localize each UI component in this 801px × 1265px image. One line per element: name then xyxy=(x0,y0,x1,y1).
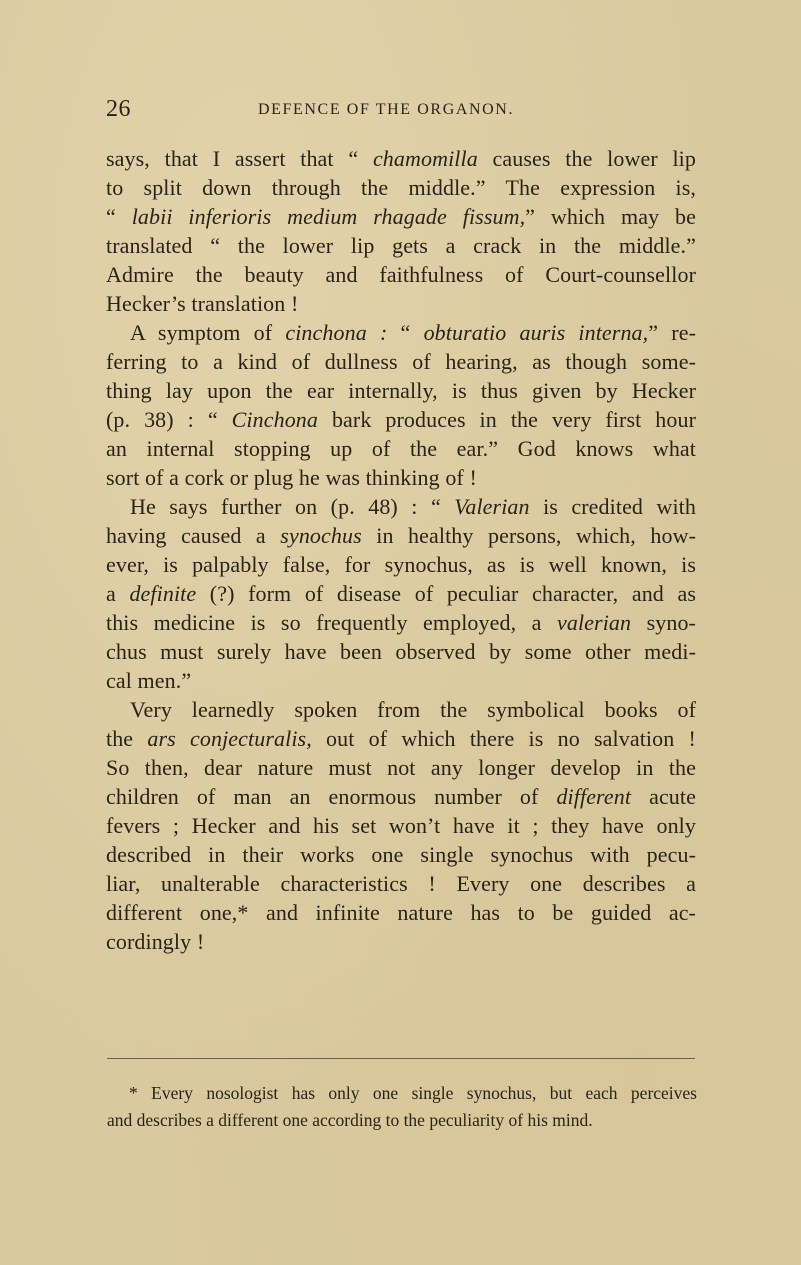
text-line xyxy=(106,521,696,550)
footnote-line: and describes a different one according to the peculiarity of his mind. xyxy=(107,1110,593,1130)
italic-term: cinchona : xyxy=(285,320,388,345)
text-run: bark produces in the very first hour xyxy=(318,407,696,432)
text-run: cordingly ! xyxy=(106,929,205,954)
italic-term: obturatio auris interna, xyxy=(423,320,649,345)
text-run: syno- xyxy=(631,610,696,635)
italic-term: chamomilla xyxy=(372,146,478,171)
text-run: ” re- xyxy=(648,320,696,345)
text-line xyxy=(106,434,696,463)
text-run: different one,* and infinite nature has to be guided ac- xyxy=(106,900,696,925)
italic-term: valerian xyxy=(557,610,632,635)
text-line xyxy=(106,579,696,608)
text-run: Admire the beauty and faithfulness of Court-counsellor xyxy=(106,262,696,287)
text-line xyxy=(106,376,696,405)
footnote-line: * Every nosologist has only one single synochus, but each perceives xyxy=(129,1083,697,1103)
text-line xyxy=(106,231,696,260)
italic-term: labii inferioris medium rhagade fissum, xyxy=(131,204,526,229)
text-line xyxy=(106,318,696,347)
text-run: out of which there is no salvation ! xyxy=(311,726,696,751)
text-run: So then, dear nature must not any longer develop in the xyxy=(106,755,696,780)
text-run: translated “ the lower lip gets a crack in the middle.” xyxy=(106,233,696,258)
text-line xyxy=(106,463,696,492)
text-line xyxy=(106,608,696,637)
running-title: DEFENCE OF THE ORGANON. xyxy=(258,101,515,118)
text-line xyxy=(106,898,696,927)
text-run: fevers ; Hecker and his set won’t have it ; they have only xyxy=(106,813,696,838)
text-run: A symptom of xyxy=(130,320,286,345)
text-run: ferring to a kind of dullness of hearing, as though some- xyxy=(106,349,696,374)
text-run: described in their works one single synochus with pecu- xyxy=(106,842,696,867)
italic-term: synochus xyxy=(280,523,362,548)
italic-term: Cinchona xyxy=(231,407,318,432)
text-run: a xyxy=(106,581,130,606)
italic-term: ars conjecturalis, xyxy=(147,726,312,751)
text-run: ” which may be xyxy=(525,204,696,229)
text-run: is credited with xyxy=(529,494,696,519)
text-run: liar, unalterable characteristics ! Every one describes a xyxy=(106,871,696,896)
page-number: 26 xyxy=(106,96,131,122)
text-run: the xyxy=(106,726,148,751)
footnote xyxy=(107,1080,697,1134)
text-run: in healthy persons, which, how- xyxy=(361,523,696,548)
italic-term: Valerian xyxy=(454,494,530,519)
text-run: acute xyxy=(631,784,696,809)
text-run: says, that I assert that “ xyxy=(106,146,373,171)
text-run: cal men.” xyxy=(106,668,192,693)
text-run: children of man an enormous number of xyxy=(106,784,557,809)
text-run: to split down through the middle.” The expression is, xyxy=(106,175,696,200)
text-run: (?) form of disease of peculiar character, and as xyxy=(196,581,697,606)
text-run: sort of a cork or plug he was thinking of ! xyxy=(106,465,477,490)
text-line xyxy=(106,927,696,956)
text-line xyxy=(106,637,696,666)
text-line xyxy=(106,260,696,289)
text-run: an internal stopping up of the ear.” God knows what xyxy=(106,436,696,461)
text-line xyxy=(106,869,696,898)
text-line xyxy=(106,405,696,434)
text-line xyxy=(106,289,696,318)
text-run: causes the lower lip xyxy=(477,146,696,171)
text-line xyxy=(106,492,696,521)
italic-term: different xyxy=(556,784,632,809)
text-line xyxy=(106,724,696,753)
text-line xyxy=(106,811,696,840)
text-run: having caused a xyxy=(106,523,281,548)
text-line xyxy=(106,202,696,231)
text-line xyxy=(106,550,696,579)
text-run: this medicine is so frequently employed, a xyxy=(106,610,557,635)
text-line xyxy=(106,840,696,869)
text-line xyxy=(106,144,696,173)
text-run: “ xyxy=(387,320,424,345)
text-run: Very learnedly spoken from the symbolical books of xyxy=(130,697,696,722)
text-line xyxy=(106,782,696,811)
text-run: thing lay upon the ear internally, is thus given by Hecker xyxy=(106,378,696,403)
body-text xyxy=(106,144,696,956)
text-run: “ xyxy=(106,204,132,229)
text-run: ever, is palpably false, for synochus, as is well known, is xyxy=(106,552,696,577)
text-line xyxy=(106,173,696,202)
running-head xyxy=(106,96,706,126)
italic-term: definite xyxy=(129,581,197,606)
text-line xyxy=(106,347,696,376)
text-run: Hecker’s translation ! xyxy=(106,291,299,316)
footnote-rule xyxy=(107,1058,695,1059)
text-line xyxy=(106,753,696,782)
text-line xyxy=(106,666,696,695)
text-line xyxy=(106,695,696,724)
text-run: chus must surely have been observed by some other medi- xyxy=(106,639,696,664)
text-run: (p. 38) : “ xyxy=(106,407,232,432)
text-run: He says further on (p. 48) : “ xyxy=(130,494,455,519)
